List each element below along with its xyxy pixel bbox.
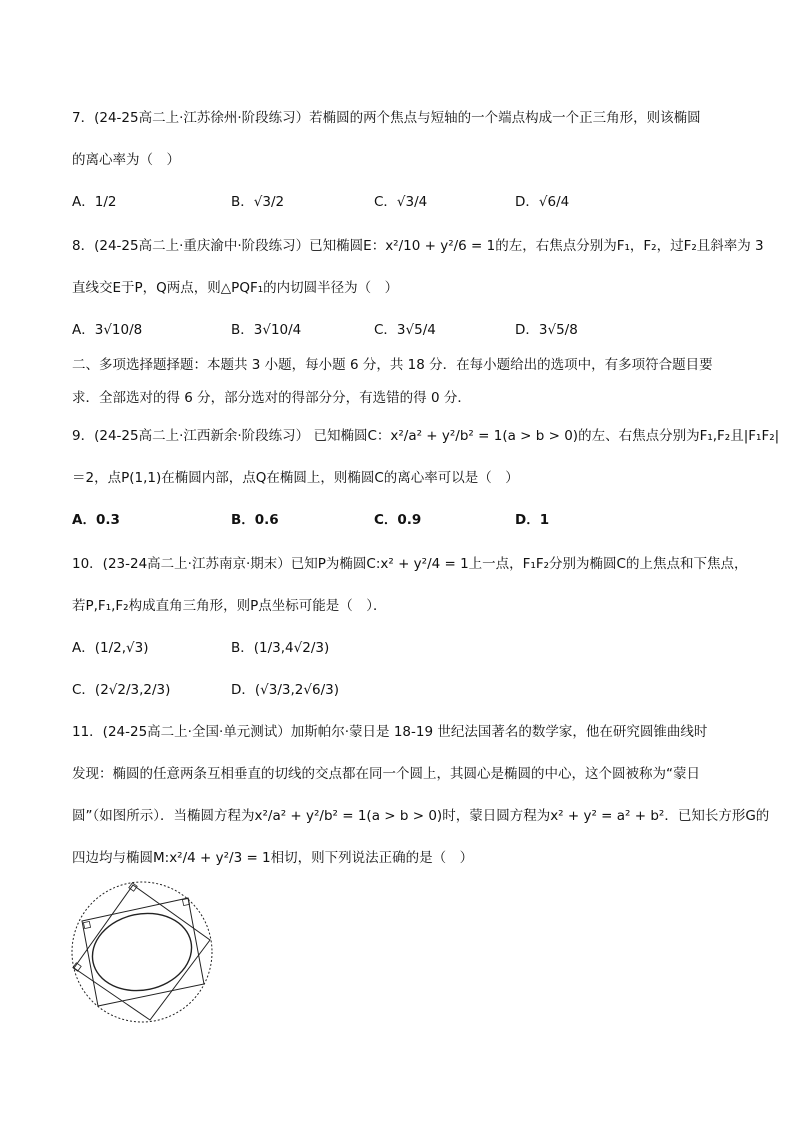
- monge-circle-figure: [70, 880, 220, 1025]
- q8-option-a: A．3√10/8: [72, 322, 143, 338]
- q8-option-c: C．3√5/4: [374, 322, 436, 338]
- q9-option-a: A．0.3: [72, 512, 120, 528]
- q10-stem-line1: 10．(23-24高二上·江苏南京·期末）已知P为椭圆C:x² + y²/4 = 1上一点，F₁F₂分别为椭圆C的上焦点和下焦点，: [72, 556, 748, 572]
- section2-instructions-line2: 求．全部选对的得 6 分，部分选对的得部分分，有选错的得 0 分．: [72, 390, 471, 406]
- q10-option-a: A．(1/2,√3): [72, 640, 149, 656]
- q11-stem-line4: 四边均与椭圆M:x²/4 + y²/3 = 1相切，则下列说法正确的是（ ）: [72, 850, 474, 866]
- q7-option-d: D．√6/4: [515, 194, 570, 210]
- q11-stem-line2: 发现：椭圆的任意两条互相垂直的切线的交点都在同一个圆上，其圆心是椭圆的中心，这个圆被称为“蒙日: [72, 766, 700, 782]
- q10-option-b: B．(1/3,4√2/3): [231, 640, 330, 656]
- q10-option-c: C．(2√2/3,2/3): [72, 682, 171, 698]
- q11-stem-line3: 圆”（如图所示）．当椭圆方程为x²/a² + y²/b² = 1(a > b > 0)时，蒙日圆方程为x² + y² = a² + b²．已知长方形G的: [72, 808, 770, 824]
- q8-option-b: B．3√10/4: [231, 322, 302, 338]
- q7-stem-line2: 的离心率为（ ）: [72, 152, 180, 168]
- q8-stem-line2: 直线交E于P，Q两点，则△PQF₁的内切圆半径为（ ）: [72, 280, 399, 296]
- q8-option-d: D．3√5/8: [515, 322, 578, 338]
- q7-stem-line1: 7．(24-25高二上·江苏徐州·阶段练习）若椭圆的两个焦点与短轴的一个端点构成一个正三角形，则该椭圆: [72, 110, 701, 126]
- q8-stem-line1: 8．(24-25高二上·重庆渝中·阶段练习）已知椭圆E：x²/10 + y²/6 = 1的左，右焦点分别为F₁，F₂，过F₂且斜率为 3: [72, 238, 764, 254]
- section2-instructions-line1: 二、多项选择题择题：本题共 3 小题，每小题 6 分，共 18 分．在每小题给出的选项中，有多项符合题目要: [72, 357, 713, 373]
- q10-stem-line2: 若P,F₁,F₂构成直角三角形，则P点坐标可能是（ ）．: [72, 598, 387, 614]
- q9-option-b: B．0.6: [231, 512, 279, 528]
- q7-option-c: C．√3/4: [374, 194, 428, 210]
- q9-stem-line2: ＝2，点P(1,1)在椭圆内部，点Q在椭圆上，则椭圆C的离心率可以是（ ）: [72, 470, 519, 486]
- q7-option-a: A．1/2: [72, 194, 117, 210]
- q10-option-d: D．(√3/3,2√6/3): [231, 682, 339, 698]
- q9-stem-line1: 9．(24-25高二上·江西新余·阶段练习） 已知椭圆C：x²/a² + y²/b² = 1(a > b > 0)的左、右焦点分别为F₁,F₂且|F₁F₂|: [72, 428, 780, 444]
- ellipse: [85, 904, 199, 999]
- q9-option-d: D．1: [515, 512, 550, 528]
- q7-option-b: B．√3/2: [231, 194, 285, 210]
- right-angle-marker: [83, 921, 90, 928]
- q11-stem-line1: 11．(24-25高二上·全国·单元测试）加斯帕尔·蒙日是 18-19 世纪法国著名的数学家，他在研究圆锥曲线时: [72, 724, 708, 740]
- q9-option-c: C．0.9: [374, 512, 422, 528]
